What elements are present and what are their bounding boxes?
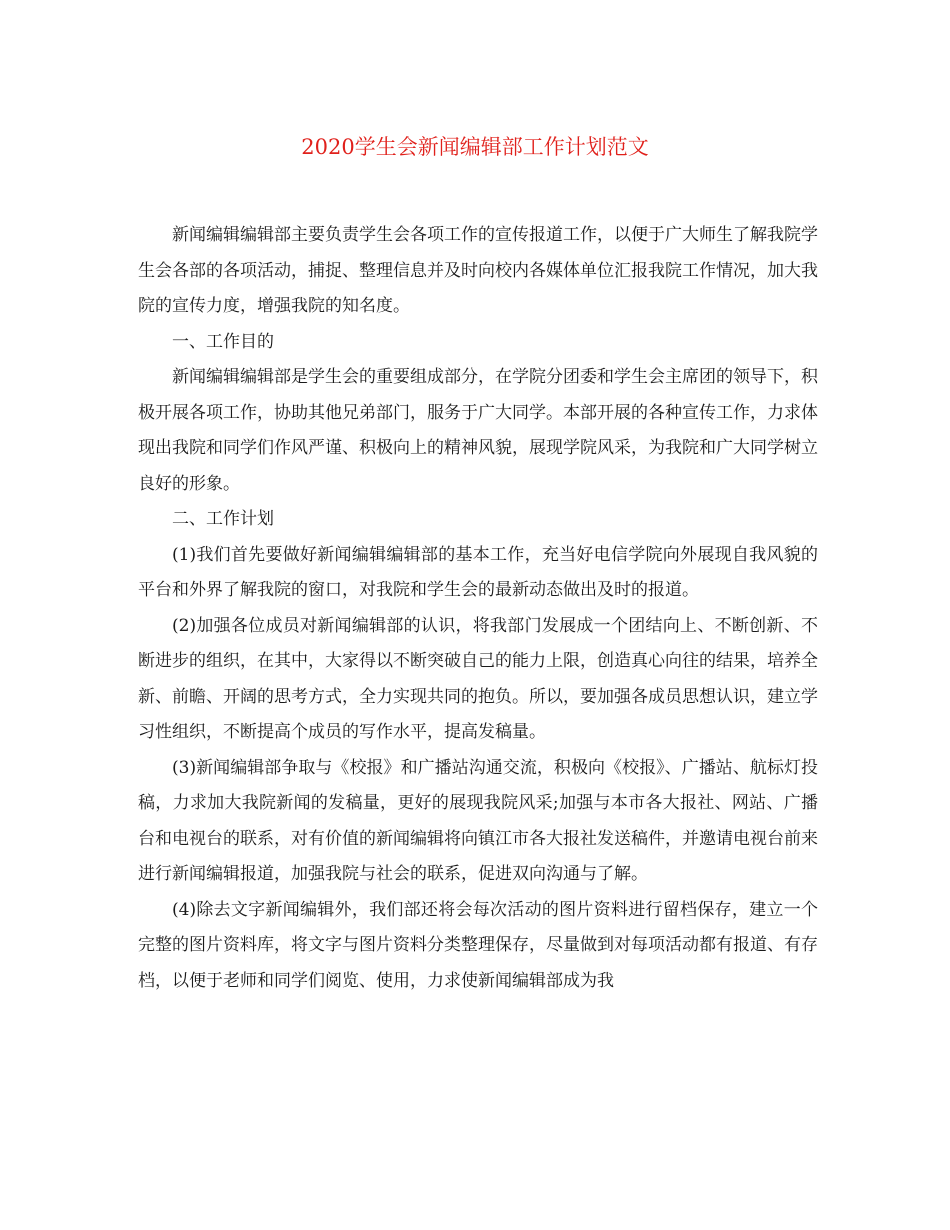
plan-item-1: (1)我们首先要做好新闻编辑编辑部的基本工作，充当好电信学院向外展现自我风貌的平台和外界了解我院的窗口，对我院和学生会的最新动态做出及时的报道。 bbox=[138, 544, 818, 600]
document-body bbox=[138, 218, 818, 999]
plan-item-4: (4)除去文字新闻编辑外，我们部还将会每次活动的图片资料进行留档保存，建立一个完整的图片资料库，将文字与图片资料分类整理保存，尽量做到对每项活动都有报道、有存档，以便于老师和同学们阅览、使用，力求使新闻编辑部成为我 bbox=[138, 899, 818, 991]
section-heading-purpose: 一、工作目的 bbox=[172, 331, 274, 352]
intro-paragraph: 新闻编辑编辑部主要负责学生会各项工作的宣传报道工作，以便于广大师生了解我院学生会各部的各项活动，捕捉、整理信息并及时向校内各媒体单位汇报我院工作情况，加大我院的宣传力度，增强我院的知名度。 bbox=[138, 225, 818, 316]
plan-item-2: (2)加强各位成员对新闻编辑部的认识，将我部门发展成一个团结向上、不断创新、不断进步的组织，在其中，大家得以不断突破自己的能力上限，创造真心向往的结果，培养全新、前瞻、开阔的思考方式，全力实现共同的抱负。所以，要加强各成员思想认识，建立学习性组织，不断提高个成员的写作水平，提高发稿量。 bbox=[138, 615, 818, 742]
section-heading-plan: 二、工作计划 bbox=[172, 509, 274, 529]
document-title: 2020学生会新闻编辑部工作计划范文 bbox=[301, 135, 649, 159]
plan-item-3: (3)新闻编辑部争取与《校报》和广播站沟通交流，积极向《校报》、广播站、航标灯投稿，力求加大我院新闻的发稿量，更好的展现我院风采;加强与本市各大报社、网站、广播台和电视台的联系，对有价值的新闻编辑将向镇江市各大报社发送稿件，并邀请电视台前来进行新闻编辑报道，加强我院与社会的联系，促进双向沟通与了解。 bbox=[138, 757, 818, 884]
purpose-paragraph: 新闻编辑编辑部是学生会的重要组成部分，在学院分团委和学生会主席团的领导下，积极开展各项工作，协助其他兄弟部门，服务于广大同学。本部开展的各种宣传工作，力求体现出我院和同学们作风严谨、积极向上的精神风貌，展现学院风采，为我院和广大同学树立良好的形象。 bbox=[138, 367, 818, 494]
